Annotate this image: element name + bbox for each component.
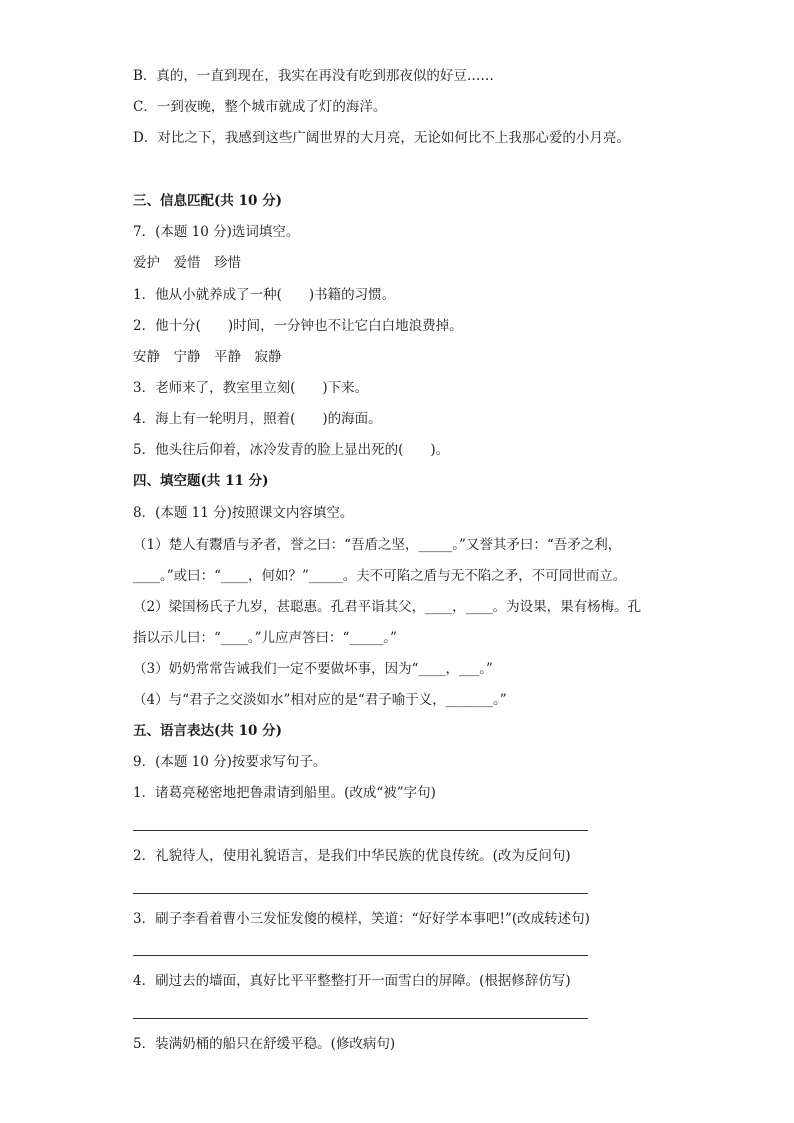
q9-item-2: 2．礼貌待人，使用礼貌语言，是我们中华民族的优良传统。(改为反问句): [133, 848, 571, 864]
q8-line-3: （2）梁国杨氏子九岁，甚聪惠。孔君平诣其父，____，____。为设果，果有杨梅。孔: [133, 599, 642, 615]
option-c: C．一到夜晚，整个城市就成了灯的海洋。: [133, 99, 387, 115]
q9-item-1: 1．诸葛亮秘密地把鲁肃请到船里。(改成“被”字句): [133, 785, 436, 801]
q8-line-4: 指以示儿曰：“____。”儿应声答曰：“_____。”: [133, 630, 397, 646]
answer-line-2: [133, 893, 588, 894]
q8-line-1: （1）楚人有鬻盾与矛者，誉之曰：“吾盾之坚，_____。”又誉其矛曰：“吾矛之利，: [133, 537, 622, 553]
answer-line-3: [133, 955, 588, 956]
q8-line-6: （4）与“君子之交淡如水”相对应的是“君子喻于义，_______。”: [133, 692, 507, 708]
option-d: D．对比之下，我感到这些广阔世界的大月亮，无论如何比不上我那心爱的小月亮。: [133, 130, 630, 146]
q8-line-5: （3）奶奶常常告诫我们一定不要做坏事，因为“____，___。”: [133, 661, 493, 677]
question-7-prompt: 7．(本题 10 分)选词填空。: [133, 224, 300, 240]
answer-line-1: [133, 830, 588, 831]
word-bank-2: 安静 宁静 平静 寂静: [133, 349, 282, 365]
q7-item-2: 2．他十分( )时间，一分钟也不让它白白地浪费掉。: [133, 318, 463, 334]
q7-item-4: 4．海上有一轮明月，照着( )的海面。: [133, 411, 382, 427]
q9-item-5: 5．装满奶桶的船只在舒缓平稳。(修改病句): [133, 1036, 396, 1052]
q9-item-4: 4．刷过去的墙面，真好比平平整整打开一面雪白的屏障。(根据修辞仿写): [133, 973, 571, 989]
answer-line-4: [133, 1018, 588, 1019]
option-b: B．真的，一直到现在，我实在再没有吃到那夜似的好豆……: [133, 68, 494, 84]
q7-item-5: 5．他头往后仰着，冰冷发青的脸上显出死的( )。: [133, 442, 450, 458]
section-4-title: 四、填空题(共 11 分): [133, 473, 269, 489]
q7-item-3: 3．老师来了，教室里立刻( )下来。: [133, 380, 369, 396]
q8-line-2: ____。”或曰：“____，何如？”_____。夫不可陷之盾与无不陷之矛，不可同世而立。: [133, 568, 627, 584]
q9-item-3: 3．刷子李看着曹小三发怔发傻的模样，笑道：“好好学本事吧!”(改成转述句): [133, 911, 590, 927]
question-8-prompt: 8．(本题 11 分)按照课文内容填空。: [133, 505, 354, 521]
q7-item-1: 1．他从小就养成了一种( )书籍的习惯。: [133, 287, 396, 303]
section-3-title: 三、信息匹配(共 10 分): [133, 193, 282, 209]
word-bank-1: 爱护 爱惜 珍惜: [133, 255, 241, 271]
section-5-title: 五、语言表达(共 10 分): [133, 723, 282, 739]
question-9-prompt: 9．(本题 10 分)按要求写句子。: [133, 754, 327, 770]
